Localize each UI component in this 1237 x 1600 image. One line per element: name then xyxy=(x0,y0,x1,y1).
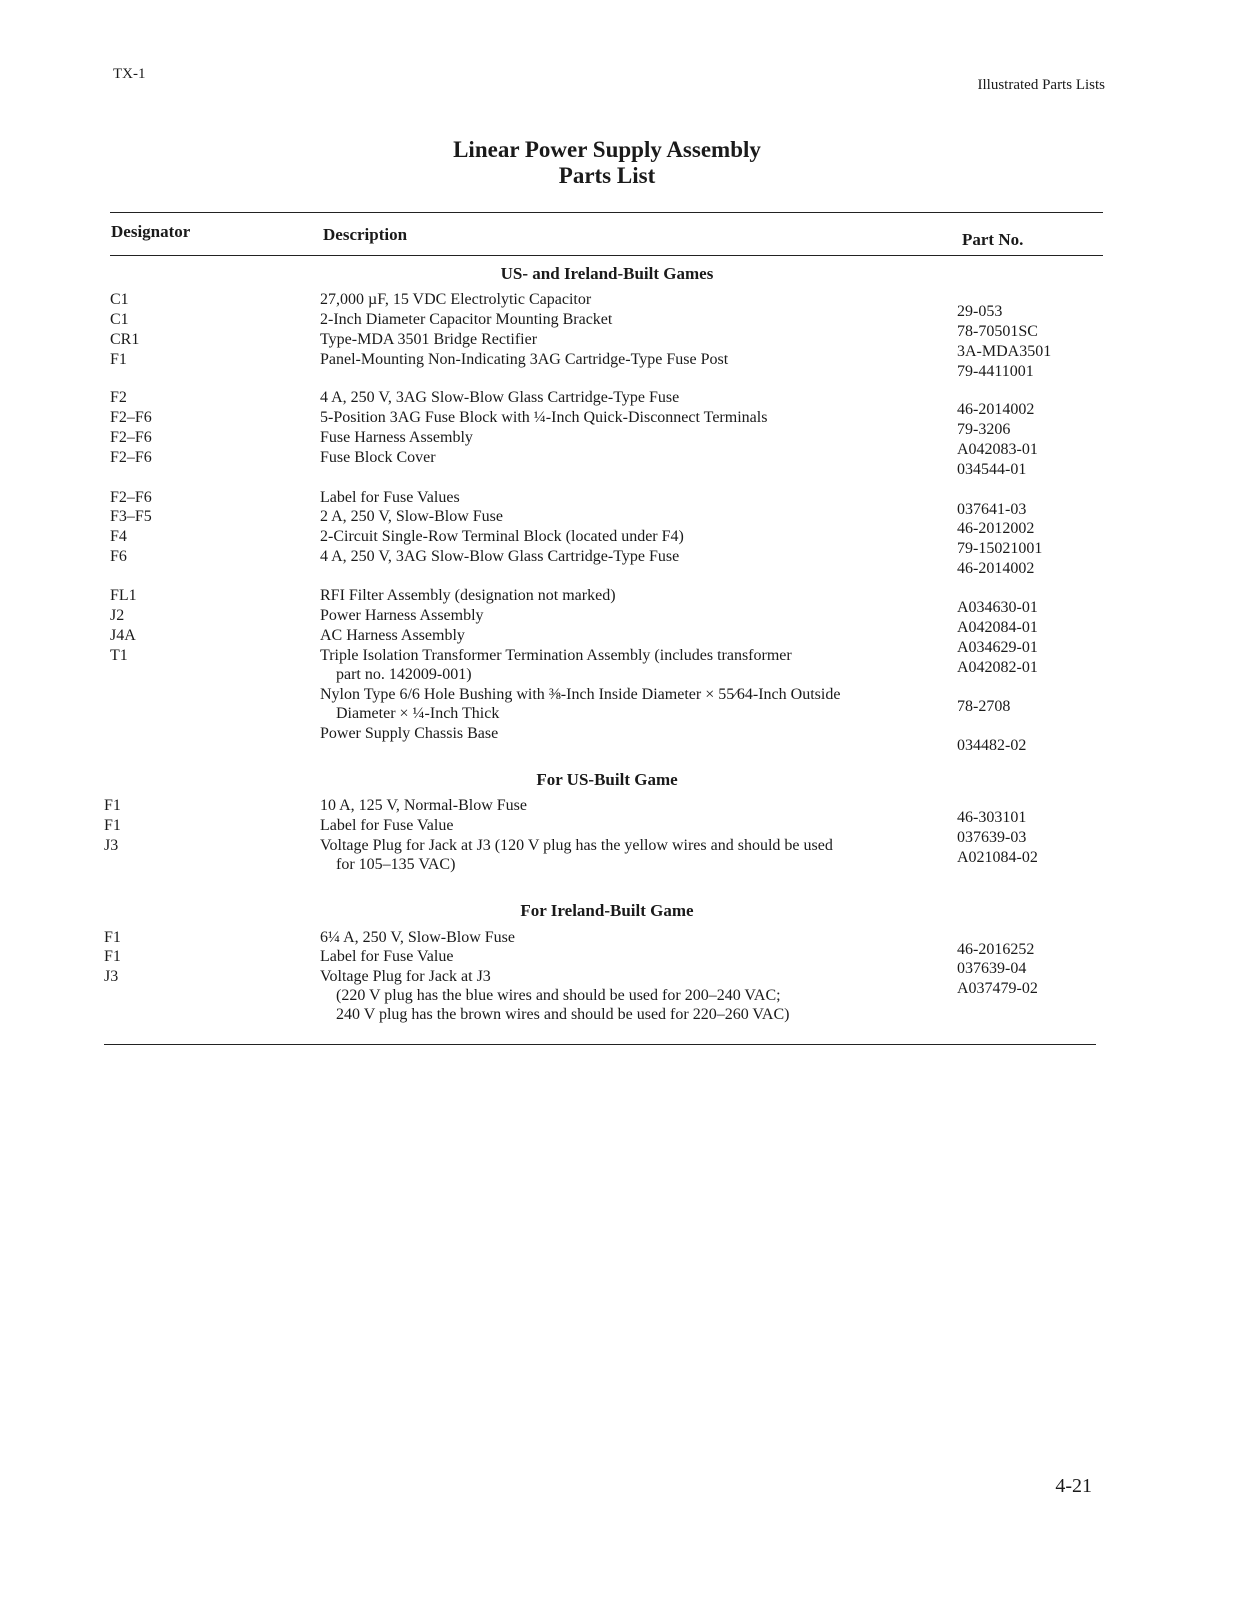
designator-cell: F1 xyxy=(104,817,121,834)
part-number-cell: A042082-01 xyxy=(957,659,1038,676)
description-line: 5-Position 3AG Fuse Block with ¼-Inch Quick-Disconnect Terminals xyxy=(320,409,768,426)
description-cell xyxy=(320,606,484,625)
description-line: 27,000 µF, 15 VDC Electrolytic Capacitor xyxy=(320,291,592,308)
designator-cell: FL1 xyxy=(110,587,137,604)
section-title: US- and Ireland-Built Games xyxy=(500,264,714,283)
header-doc-id: TX-1 xyxy=(113,66,146,82)
description-cell xyxy=(320,507,503,526)
part-number-cell: A037479-02 xyxy=(957,980,1038,997)
section-title: For Ireland-Built Game xyxy=(520,901,694,920)
description-cell xyxy=(320,928,515,947)
designator-cell: C1 xyxy=(110,311,129,328)
designator-cell: F3–F5 xyxy=(110,508,152,525)
part-number-cell: 034482-02 xyxy=(957,737,1027,754)
part-number-cell: A042084-01 xyxy=(957,619,1038,636)
part-number-cell: 46-2014002 xyxy=(957,401,1035,418)
part-number-cell: 29-053 xyxy=(957,303,1003,320)
part-number-cell: 78-70501SC xyxy=(957,323,1038,340)
column-header-description: Description xyxy=(323,225,408,244)
designator-cell: F1 xyxy=(104,797,121,814)
part-number-cell: 46-2014002 xyxy=(957,560,1035,577)
description-line: Fuse Block Cover xyxy=(320,449,436,466)
designator-cell: J4A xyxy=(110,627,136,644)
description-line: Type-MDA 3501 Bridge Rectifier xyxy=(320,331,538,348)
description-line: (220 V plug has the blue wires and should be used for 200–240 VAC; xyxy=(336,987,781,1004)
part-number-cell: 3A-MDA3501 xyxy=(957,343,1052,360)
description-line: for 105–135 VAC) xyxy=(336,856,456,873)
part-number-cell: 46-2012002 xyxy=(957,520,1035,537)
description-line: 240 V plug has the brown wires and should be used for 220–260 VAC) xyxy=(336,1006,790,1023)
description-line: Nylon Type 6/6 Hole Bushing with ⅜-Inch Inside Diameter × 55⁄64-Inch Outside xyxy=(320,686,841,703)
part-number-cell: A021084-02 xyxy=(957,849,1038,866)
description-cell xyxy=(320,527,684,546)
description-line: Label for Fuse Values xyxy=(320,489,460,506)
description-cell xyxy=(320,626,465,645)
description-cell xyxy=(320,646,792,684)
description-line: 2-Circuit Single-Row Terminal Block (located under F4) xyxy=(320,528,684,545)
description-line: Voltage Plug for Jack at J3 (120 V plug has the yellow wires and should be used xyxy=(320,837,833,854)
description-line: Label for Fuse Value xyxy=(320,948,454,965)
header-section-title: Illustrated Parts Lists xyxy=(977,77,1105,93)
designator-cell: F4 xyxy=(110,528,127,545)
description-cell xyxy=(320,796,527,815)
designator-cell: J2 xyxy=(110,607,125,624)
description-cell xyxy=(320,408,767,427)
designator-cell: F2–F6 xyxy=(110,449,152,466)
part-number-cell: A042083-01 xyxy=(957,441,1038,458)
description-cell xyxy=(320,330,537,349)
part-number-cell: 034544-01 xyxy=(957,461,1027,478)
part-number-cell: 46-2016252 xyxy=(957,941,1035,958)
designator-cell: J3 xyxy=(104,968,119,985)
description-line: 4 A, 250 V, 3AG Slow-Blow Glass Cartridge-Type Fuse xyxy=(320,389,680,406)
description-cell xyxy=(320,350,728,369)
part-number-cell: 037639-04 xyxy=(957,960,1027,977)
description-line: Triple Isolation Transformer Termination Assembly (includes transformer xyxy=(320,647,792,664)
description-cell xyxy=(320,724,498,743)
part-number-cell: 78-2708 xyxy=(957,698,1011,715)
description-line: Panel-Mounting Non-Indicating 3AG Cartridge-Type Fuse Post xyxy=(320,351,729,368)
designator-cell: F6 xyxy=(110,548,127,565)
description-cell xyxy=(320,428,473,447)
description-line: Power Supply Chassis Base xyxy=(320,725,499,742)
description-line: Power Harness Assembly xyxy=(320,607,484,624)
part-number-cell: 46-303101 xyxy=(957,809,1027,826)
description-cell xyxy=(320,685,840,723)
title-line-2: Parts List xyxy=(558,163,656,188)
description-cell xyxy=(320,836,833,874)
page-title xyxy=(0,137,1214,189)
description-line: 10 A, 125 V, Normal-Blow Fuse xyxy=(320,797,527,814)
page-number: 4-21 xyxy=(1055,1475,1092,1497)
part-number-cell: 79-4411001 xyxy=(957,363,1034,380)
description-line: Label for Fuse Value xyxy=(320,817,454,834)
description-cell xyxy=(320,448,436,467)
part-number-cell: 037641-03 xyxy=(957,501,1027,518)
designator-cell: F2 xyxy=(110,389,127,406)
column-header-part-no: Part No. xyxy=(962,230,1024,249)
description-line: part no. 142009-001) xyxy=(336,666,472,683)
designator-cell: F1 xyxy=(104,948,121,965)
part-number-cell: 79-15021001 xyxy=(957,540,1043,557)
description-cell xyxy=(320,290,591,309)
part-number-cell: A034630-01 xyxy=(957,599,1038,616)
description-line: Voltage Plug for Jack at J3 xyxy=(320,968,491,985)
designator-cell: F1 xyxy=(110,351,127,368)
description-cell xyxy=(320,488,460,507)
section-title: For US-Built Game xyxy=(536,770,678,789)
designator-cell: T1 xyxy=(110,647,128,664)
description-line: 2 A, 250 V, Slow-Blow Fuse xyxy=(320,508,503,525)
description-cell xyxy=(320,388,679,407)
table-top-rule xyxy=(110,212,1103,213)
description-cell xyxy=(320,947,453,966)
description-line: Diameter × ¼-Inch Thick xyxy=(336,705,500,722)
description-line: Fuse Harness Assembly xyxy=(320,429,473,446)
header-bottom-rule xyxy=(110,255,1103,256)
description-cell xyxy=(320,816,453,835)
description-cell xyxy=(320,310,612,329)
description-line: 2-Inch Diameter Capacitor Mounting Bracket xyxy=(320,311,613,328)
designator-cell: CR1 xyxy=(110,331,140,348)
designator-cell: F2–F6 xyxy=(110,429,152,446)
title-line-1: Linear Power Supply Assembly xyxy=(453,137,761,162)
description-line: 4 A, 250 V, 3AG Slow-Blow Glass Cartridge-Type Fuse xyxy=(320,548,680,565)
description-line: 6¼ A, 250 V, Slow-Blow Fuse xyxy=(320,929,515,946)
designator-cell: C1 xyxy=(110,291,129,308)
description-cell xyxy=(320,967,789,1024)
part-number-cell: 79-3206 xyxy=(957,421,1011,438)
description-line: RFI Filter Assembly (designation not marked) xyxy=(320,587,616,604)
designator-cell: F2–F6 xyxy=(110,409,152,426)
part-number-cell: 037639-03 xyxy=(957,829,1027,846)
designator-cell: F2–F6 xyxy=(110,489,152,506)
designator-cell: F1 xyxy=(104,929,121,946)
description-cell xyxy=(320,547,679,566)
description-line: AC Harness Assembly xyxy=(320,627,465,644)
table-bottom-rule xyxy=(104,1044,1096,1045)
column-header-designator: Designator xyxy=(111,222,191,241)
description-cell xyxy=(320,586,616,605)
part-number-cell: A034629-01 xyxy=(957,639,1038,656)
designator-cell: J3 xyxy=(104,837,119,854)
